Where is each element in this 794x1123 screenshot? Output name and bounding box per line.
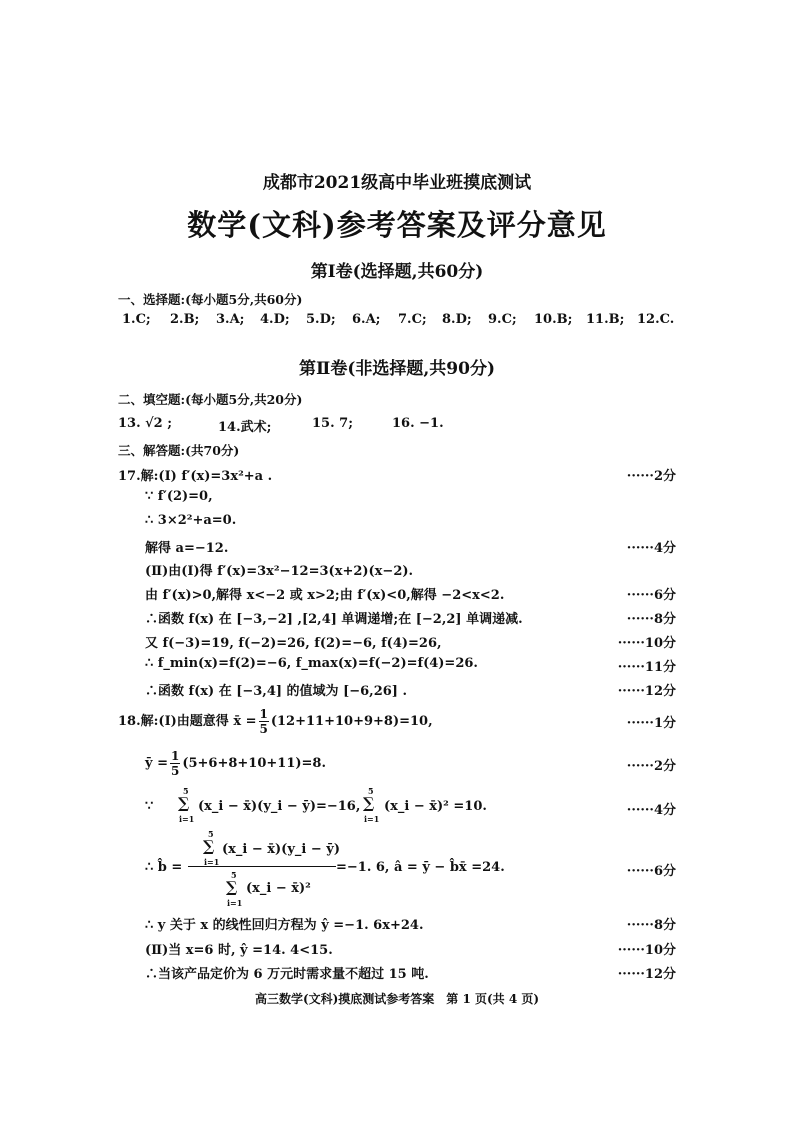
fraction-bar [188,866,336,867]
sum-lower: i=1 [204,857,220,867]
fraction-num: 1 [259,707,268,721]
choice-answer: 4.D; [260,312,290,327]
fraction-num: 1 [170,749,180,763]
q17-line: ∴函数 f(x) 在 [−3,4] 的值域为 [−6,26] . [145,684,407,699]
score: ······8分 [626,612,676,627]
q18-line2-prefix: ȳ = [145,756,168,771]
score: ······2分 [626,759,676,774]
q18-line1 [118,707,433,736]
q18-line4-rhs: =−1. 6, â = ȳ − b̂x̄ =24. [336,860,505,875]
q18-line1-prefix: 18.解:(Ⅰ)由题意得 x̄ = [118,714,257,729]
sum-upper: 5 [183,786,189,796]
score: ······2分 [626,469,676,484]
sum-lower: i=1 [179,814,195,824]
score: ······10分 [617,943,676,958]
q17-line: ∴ f_min(x)=f(2)=−6, f_max(x)=f(−2)=f(4)=26. [145,656,478,671]
score: ······12分 [617,967,676,982]
q18-line2 [145,749,326,778]
fraction-den: 5 [170,764,180,778]
q18-line6: (Ⅱ)当 x=6 时, ŷ =14. 4<15. [145,943,333,958]
score: ······10分 [617,636,676,651]
choice-answer: 5.D; [306,312,336,327]
q18-line3-b: (x_i − x̄)² =10. [384,799,487,814]
sum-symbol: ∑ [363,794,375,812]
sum-symbol: ∑ [226,878,238,896]
exam-title: 成都市2021级高中毕业班摸底测试 [262,173,532,193]
score: ······12分 [617,684,676,699]
fill-answer: 16. −1. [392,416,444,431]
choice-answer: 3.A; [216,312,245,327]
section2-heading: 二、填空题:(每小题5分,共20分) [118,392,303,407]
q17-line: ∴ 3×2²+a=0. [145,513,237,528]
q17-line: 解得 a=−12. [145,541,229,556]
fraction-den: 5 [259,722,268,736]
fraction [170,749,180,778]
sum-upper: 5 [208,829,214,839]
part2-title: 第Ⅱ卷(非选择题,共90分) [299,359,495,379]
q18-line2-suffix: (5+6+8+10+11)=8. [182,756,326,771]
page-footer: 高三数学(文科)摸底测试参考答案 第 1 页(共 4 页) [254,992,540,1006]
fill-answer: 15. 7; [312,416,353,431]
q18-line7: ∴当该产品定价为 6 万元时需求量不超过 15 吨. [145,967,429,982]
q18-line5: ∴ y 关于 x 的线性回归方程为 ŷ =−1. 6x+24. [145,918,424,933]
choice-answer: 7.C; [398,312,427,327]
sum-upper: 5 [231,870,237,880]
fill-answer: 13. √2 ; [118,416,173,431]
choice-answer: 6.A; [352,312,381,327]
q17-line: ∵ f′(2)=0, [145,489,213,504]
q17-line: 17.解:(Ⅰ) f′(x)=3x²+a . [118,469,273,484]
section1-heading: 一、选择题:(每小题5分,共60分) [118,292,303,307]
choice-answer: 12.C. [637,312,675,327]
score: ······4分 [626,803,676,818]
fill-answer: 14.武术; [218,420,272,435]
q18-line1-suffix: (12+11+10+9+8)=10, [270,714,433,729]
q17-line: 又 f(−3)=19, f(−2)=26, f(2)=−6, f(4)=26, [145,636,442,651]
q18-line4-lhs: ∴ b̂ = [145,860,183,875]
sum-lower: i=1 [364,814,380,824]
score: ······4分 [626,541,676,556]
choice-answer: 2.B; [170,312,200,327]
sum-symbol: ∑ [178,794,190,812]
choice-answer: 1.C; [122,312,151,327]
sum-lower: i=1 [227,898,243,908]
q18-line4-den: (x_i − x̄)² [246,881,311,896]
q17-line: ∴函数 f(x) 在 [−3,−2] ,[2,4] 单调递增;在 [−2,2] 单调递减. [145,612,523,627]
choice-answer: 9.C; [488,312,517,327]
fraction [259,707,269,736]
sum-symbol: ∑ [203,837,215,855]
q17-line: 由 f′(x)>0,解得 x<−2 或 x>2;由 f′(x)<0,解得 −2<x<2. [145,588,505,603]
choice-answer: 11.B; [586,312,625,327]
score: ······6分 [626,588,676,603]
q17-line: (Ⅱ)由(Ⅰ)得 f′(x)=3x²−12=3(x+2)(x−2). [145,564,414,579]
part1-title: 第Ⅰ卷(选择题,共60分) [310,262,484,282]
choice-answer: 8.D; [442,312,472,327]
score: ······11分 [617,660,676,675]
section3-heading: 三、解答题:(共70分) [118,443,240,458]
score: ······6分 [626,864,676,879]
score: ······1分 [626,716,676,731]
answer-title: 数学(文科)参考答案及评分意见 [187,208,607,242]
score: ······8分 [626,918,676,933]
q18-line3-a: (x_i − x̄)(y_i − ȳ)=−16, [198,799,361,814]
because-symbol: ∵ [145,799,154,814]
choice-answer: 10.B; [534,312,573,327]
sum-upper: 5 [368,786,374,796]
q18-line4-num: (x_i − x̄)(y_i − ȳ) [222,842,340,857]
